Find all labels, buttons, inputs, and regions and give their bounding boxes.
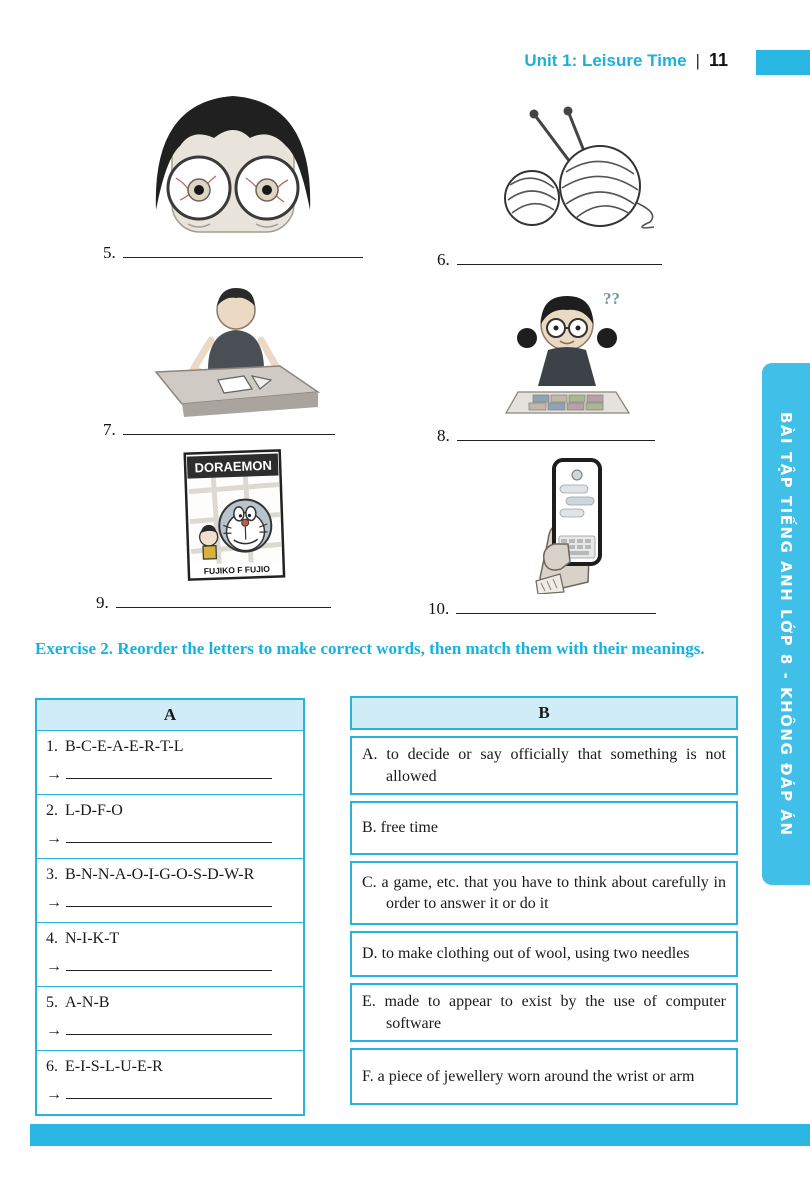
meaning-text: [362, 1066, 726, 1088]
exercise2-heading: [35, 636, 751, 662]
scrambled-word: [46, 738, 294, 756]
table-b-row: [350, 861, 738, 925]
table-b-header: B: [350, 696, 738, 730]
page-number: 11: [708, 50, 728, 70]
answer-blank: [123, 240, 363, 258]
meaning-text: [362, 943, 726, 965]
table-a-row: [37, 986, 303, 1050]
question-marks: ??: [603, 289, 620, 308]
scrambled-word: [46, 994, 294, 1012]
answer-blank: [457, 247, 662, 265]
meaning-letter: B.: [362, 819, 377, 837]
table-b-row: [350, 736, 738, 795]
row-number: 3.: [46, 866, 58, 883]
answer-blank: [66, 895, 272, 907]
answer-line: [46, 830, 294, 848]
answer-blank: [457, 423, 655, 441]
answer-blank: [456, 596, 656, 614]
scrambled-letters: B-C-E-A-E-R-T-L: [65, 738, 184, 755]
picture-number: 7.: [103, 419, 116, 439]
scrambled-word: [46, 866, 294, 884]
table-b: [350, 696, 738, 1111]
meaning-body: made to appear to exist by the use of computer software: [384, 993, 727, 1032]
answer-blank: [66, 1023, 272, 1035]
answer-blank: [66, 831, 272, 843]
picture-label-6: [437, 247, 662, 270]
comic-author: FUJIKO F FUJIO: [203, 563, 271, 577]
meaning-letter: A.: [362, 746, 378, 763]
exercise2-label: Exercise 2.: [35, 639, 114, 658]
meaning-letter: C.: [362, 873, 377, 891]
answer-line: [46, 1086, 294, 1104]
table-a-row: [37, 922, 303, 986]
meaning-text: [362, 744, 726, 787]
comic-title: DORAEMON: [194, 457, 273, 476]
exercise2-instruction: Reorder the letters to make correct words, then match them with their meanings.: [117, 639, 705, 658]
picture-label-9: [96, 590, 331, 613]
meaning-letter: D.: [362, 945, 378, 963]
picture-number: 8.: [437, 425, 450, 445]
bottom-accent-bar: [30, 1124, 810, 1146]
picture-boy-origami: [148, 276, 323, 418]
unit-title: Unit 1: Leisure Time: [524, 51, 687, 70]
answer-line: [46, 894, 294, 912]
picture-girl-puzzle: [503, 280, 635, 420]
picture-shocked-eyes: [150, 88, 315, 236]
scrambled-word: [46, 1058, 294, 1076]
side-banner-text: BÀI TẬP TIẾNG ANH LỚP 8 - KHÔNG ĐÁP ÁN: [777, 411, 795, 837]
picture-hand-phone: [528, 452, 616, 594]
picture-number: 10.: [428, 598, 450, 618]
scrambled-letters: N-I-K-T: [65, 930, 120, 947]
table-a: [35, 698, 305, 1116]
table-a-row: [37, 794, 303, 858]
answer-blank: [123, 417, 335, 435]
arrow-icon: →: [46, 894, 62, 911]
row-number: 6.: [46, 1058, 58, 1075]
picture-number: 9.: [96, 592, 109, 612]
picture-number: 6.: [437, 249, 450, 269]
table-a-header: A: [37, 700, 303, 730]
scrambled-word: [46, 930, 294, 948]
meaning-text: [362, 817, 726, 839]
meaning-body: a game, etc. that you have to think about carefully in order to answer it or do it: [381, 873, 726, 913]
picture-label-5: [103, 240, 363, 263]
scrambled-letters: A-N-B: [65, 994, 110, 1011]
meaning-body: a piece of jewellery worn around the wrist or arm: [377, 1068, 695, 1086]
row-number: 2.: [46, 802, 58, 819]
scrambled-letters: L-D-F-O: [65, 802, 123, 819]
row-number: 5.: [46, 994, 58, 1011]
picture-label-7: [103, 417, 335, 440]
arrow-icon: →: [46, 1022, 62, 1039]
answer-line: [46, 1022, 294, 1040]
answer-line: [46, 766, 294, 784]
table-b-row: [350, 983, 738, 1042]
table-a-row: [37, 858, 303, 922]
table-b-row: [350, 1048, 738, 1105]
table-b-row: [350, 801, 738, 855]
picture-label-10: [428, 596, 656, 619]
meaning-letter: E.: [362, 993, 376, 1011]
meaning-text: [362, 991, 726, 1034]
header-separator: |: [695, 51, 700, 70]
row-number: 1.: [46, 738, 58, 755]
picture-comic-book: [182, 446, 288, 590]
side-banner: [762, 363, 810, 885]
arrow-icon: →: [46, 1086, 62, 1103]
arrow-icon: →: [46, 766, 62, 783]
scrambled-letters: E-I-S-L-U-E-R: [65, 1058, 163, 1075]
answer-blank: [66, 959, 272, 971]
header-corner-accent: [756, 50, 810, 75]
meaning-body: free time: [380, 819, 438, 837]
scrambled-word: [46, 802, 294, 820]
meaning-text: [362, 872, 726, 915]
page-header: [524, 50, 728, 71]
answer-blank: [116, 590, 331, 608]
table-a-row: [37, 1050, 303, 1114]
answer-blank: [66, 767, 272, 779]
picture-knitting-yarn: [480, 106, 665, 234]
arrow-icon: →: [46, 958, 62, 975]
meaning-letter: F.: [362, 1068, 374, 1086]
answer-line: [46, 958, 294, 976]
row-number: 4.: [46, 930, 58, 947]
picture-number: 5.: [103, 242, 116, 262]
arrow-icon: →: [46, 830, 62, 847]
meaning-body: to make clothing out of wool, using two needles: [381, 945, 690, 963]
scrambled-letters: B-N-N-A-O-I-G-O-S-D-W-R: [65, 866, 255, 883]
answer-blank: [66, 1087, 272, 1099]
meaning-body: to decide or say officially that something is not allowed: [386, 746, 726, 785]
picture-label-8: [437, 423, 655, 446]
table-a-row: [37, 730, 303, 794]
table-b-row: [350, 931, 738, 977]
